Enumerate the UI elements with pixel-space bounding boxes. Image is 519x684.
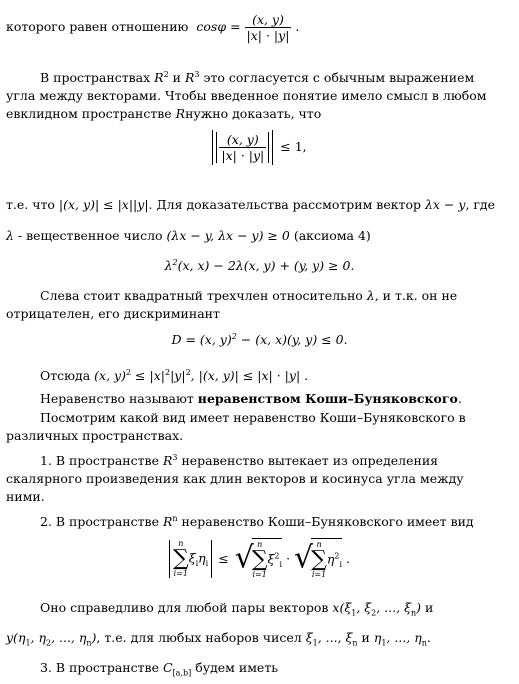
equation-3: D = (x, y)$^2$ − (x, x)(y, y) ≤ 0.	[171, 332, 348, 348]
line-6: т.е. что |(x, y)| ≤ |x||y|. Для доказательства рассмотрим вектор λx − y, где	[6, 197, 496, 212]
line-3: угла между векторами. Чтобы введенное понятие имело смысл в любом	[6, 88, 487, 103]
line-2: В пространствах $R^2$ и $R^3$ это согласуется с обычным выражением	[40, 70, 475, 86]
line-7: λ - вещественное число (λx − y, λx − y) ≥ 0 (аксиома 4)	[6, 228, 371, 243]
line-4: евклидном пространстве Rнужно доказать, что	[6, 106, 322, 121]
line-22: $y(\eta_1$, $\eta_2$, ..., $\eta_n$), т.е. для любых наборов чисел $\xi_1$, ..., $\xi_n$ и $\eta_1$, ..., $\eta_n$.	[6, 630, 431, 648]
line-10: отрицателен, его дискриминант	[6, 306, 220, 321]
line-15: различных пространствах.	[6, 428, 184, 443]
sqrt-1: √ n ∑ i=1 $\xi^2_i$	[234, 540, 283, 579]
line-17: скалярного произведения как длин векторов и косинуса угла между	[6, 471, 464, 486]
line-14: Посмотрим какой вид имеет неравенство Коши–Буняковского в	[40, 410, 466, 425]
line-12: Отсюда (x, $y)^2 \le |x|^2|y|^2$, |(x, y)| ≤ |x| · |y| .	[40, 368, 309, 384]
line-23: 3. В пространстве $C_{[a,b]}$ будем иметь	[40, 660, 279, 678]
line-19: 2. В пространстве $R^n$ неравенство Коши–Буняковского имеет вид	[40, 514, 474, 530]
line-13: Неравенство называют неравенством Коши–Буняковского.	[40, 391, 462, 406]
equation-2: $\lambda^2(x$, x) − 2λ(x, y) + (y, y) ≥ 0.	[164, 258, 355, 274]
line-9: Слева стоит квадратный трехчлен относительно λ, и т.к. он не	[40, 288, 458, 303]
equation-4: n ∑ i=1 $\xi_i\eta_i$ ≤ √ n ∑ i=1 $\xi^2_i$ · √ n ∑ i=1 $\eta^2_i$ .	[0, 538, 519, 579]
abs-sum: n ∑ i=1 $\xi_i\eta_i$	[169, 540, 212, 578]
line-16: 1. В пространстве $R^3$ неравенство вытекает из определения	[40, 453, 439, 469]
sqrt-2: √ n ∑ i=1 $\eta^2_i$	[294, 540, 343, 579]
line-18: ними.	[6, 489, 45, 504]
line-1: которого равен отношению cosφ = $\frac{(x, y)}{|x| \cdot |y|}$ .	[6, 12, 300, 43]
cos-expression: cosφ =	[196, 19, 241, 34]
text: которого равен отношению	[6, 19, 189, 34]
cos-fraction: $\frac{(x, y)}{|x| \cdot |y|}$	[246, 12, 290, 43]
equation-1: $\frac{(x, y)}{|x| \cdot |y|}$ ≤ 1,	[0, 130, 519, 165]
line-21: Оно справедливо для любой пары векторов $x(\xi_1$, $\xi_2$, ..., $\xi_n$) и	[40, 600, 434, 618]
